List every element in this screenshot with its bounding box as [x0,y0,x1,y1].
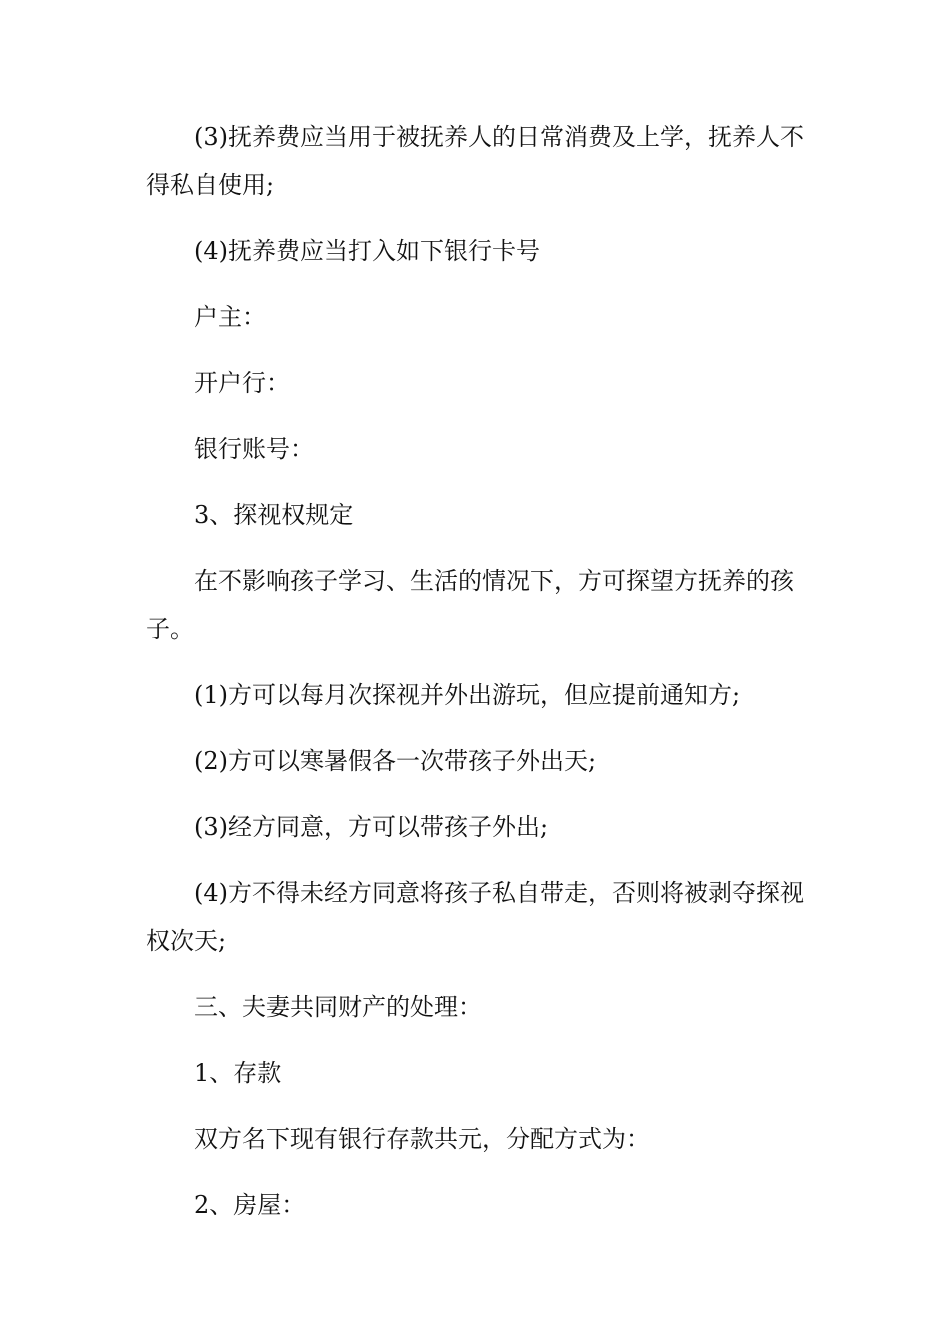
subsection-house-heading: 2、房屋： [194,1191,306,1219]
paragraph-support-bank: (4)抚养费应当打入如下银行卡号 [194,237,540,265]
paragraph-visitation-1: (1)方可以每月次探视并外出游玩，但应提前通知方; [194,681,741,709]
paragraph-deposits: 双方名下现有银行存款共元，分配方式为： [194,1125,650,1153]
paragraph-account-holder: 户主： [194,303,266,331]
paragraph-support-usage: (3)抚养费应当用于被抚养人的日常消费及上学，抚养人不得私自使用; [146,123,804,199]
paragraph-visitation-3: (3)经方同意，方可以带孩子外出; [194,813,549,841]
section-visitation-heading: 3、探视权规定 [194,501,354,529]
paragraph-visitation-intro: 在不影响孩子学习、生活的情况下，方可探望方抚养的孩子。 [146,567,794,643]
paragraph-bank-branch: 开户行： [194,369,290,397]
paragraph-visitation-4: (4)方不得未经方同意将孩子私自带走，否则将被剥夺探视权次天; [146,879,804,955]
paragraph-visitation-2: (2)方可以寒暑假各一次带孩子外出天; [194,747,597,775]
subsection-deposits-heading: 1、存款 [194,1059,282,1087]
section-property-heading: 三、夫妻共同财产的处理： [194,993,482,1021]
document-body [146,113,810,1247]
paragraph-bank-account: 银行账号： [194,435,314,463]
